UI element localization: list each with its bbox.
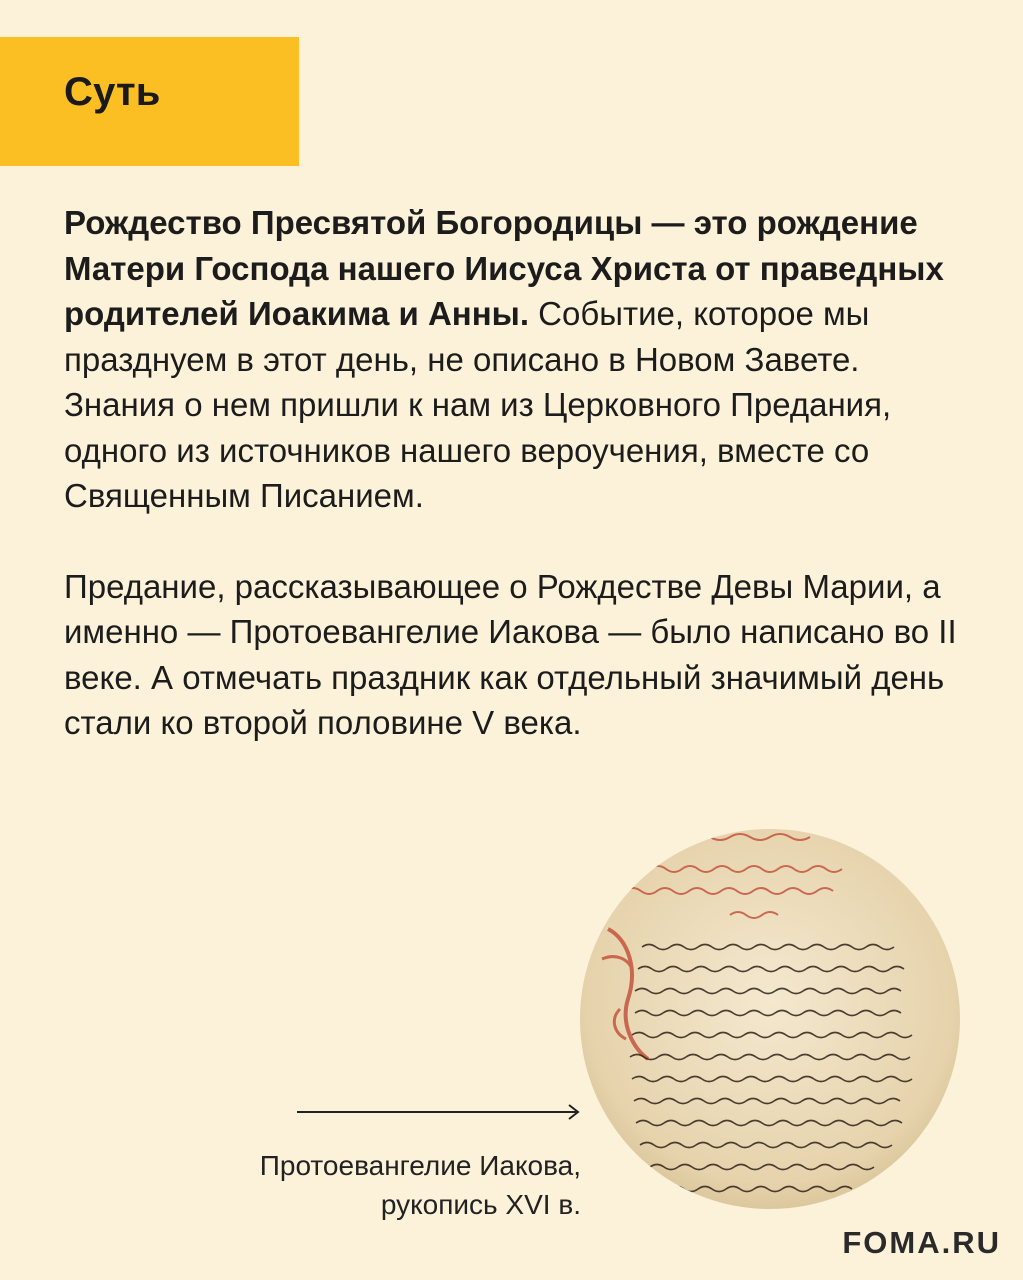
arrow-right-icon — [297, 1103, 582, 1121]
paragraph-2: Предание, рассказывающее о Рождестве Девы Марии, а именно — Протоевангелие Иакова — было написано во II веке. А отмечать праздник как отдельный значимый день стали ко второй половине V века. — [64, 567, 957, 741]
caption-line-1: Протоевангелие Иакова, — [259, 1150, 581, 1181]
article-text — [64, 200, 964, 746]
paragraph-1-lead: Рождество Пресвятой Богородицы — это рождение Матери Господа нашего Иисуса Христа от праведных родителей Иоакима и Анны. — [64, 204, 944, 332]
image-caption — [260, 1146, 581, 1224]
paragraph-1 — [64, 200, 964, 519]
paragraph-1-rest: Событие, которое мы празднуем в этот день, не описано в Новом Завете. Знания о нем пришли к нам из Церковного Предания, одного из источников нашего вероучения, вместе со Священным Писанием. — [64, 295, 892, 514]
caption-line-2: рукопись XVI в. — [380, 1189, 581, 1220]
section-tag-label: Суть — [64, 70, 161, 114]
manuscript-image — [580, 829, 960, 1209]
brand-logo[interactable]: FOMA.RU — [842, 1225, 1001, 1260]
